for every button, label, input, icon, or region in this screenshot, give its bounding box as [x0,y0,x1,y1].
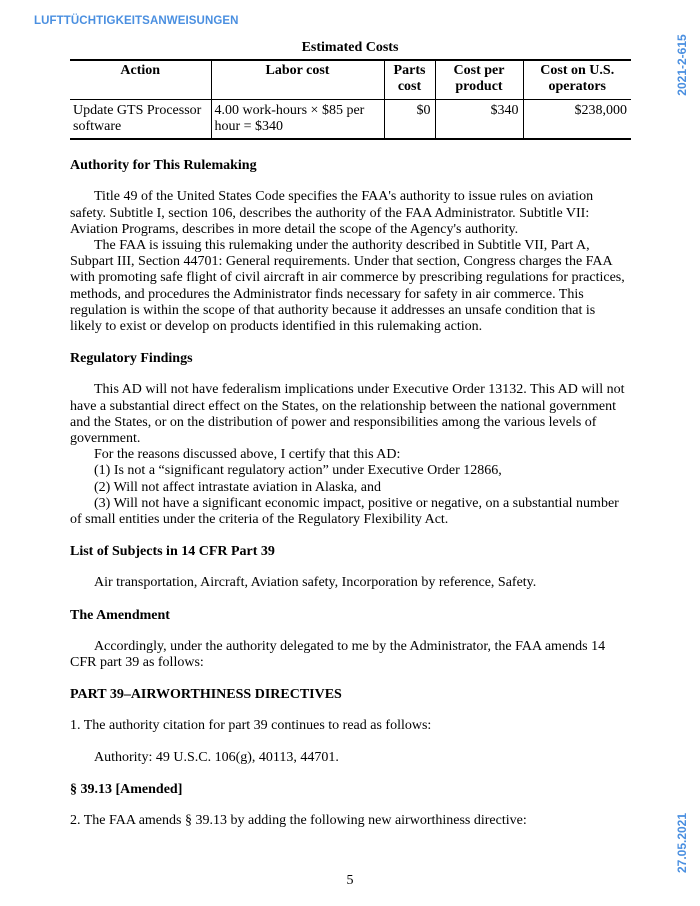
header-label: LUFTTÜCHTIGKEITSANWEISUNGEN [34,15,239,27]
estimated-costs-table [70,59,631,140]
section-heading-findings: Regulatory Findings [70,351,193,367]
table-cell-labor-cost: 4.00 work-hours × $85 per hour = $340 [211,100,384,140]
page-number: 5 [346,873,354,888]
list-item: (1) Is not a “significant regulatory action” under Executive Order 12866, [94,463,502,479]
list-item: (3) Will not have a significant economic impact, positive or negative, on a substantial number of small entities under the criteria of the Regulatory Flexibility Act. [70,495,619,528]
column-header-cost-per-product: Cost per product [435,60,523,100]
table-header-row [70,60,631,100]
document-id: 2021-2-615 [675,34,689,96]
table-cell-parts-cost: $0 [384,100,435,140]
table-cell-action: Update GTS Processor software [73,103,202,135]
table-row [70,100,631,140]
section-heading-3913: § 39.13 [Amended] [70,781,183,797]
section-heading-part39: PART 39–AIRWORTHINESS DIRECTIVES [70,687,342,703]
paragraph: The FAA is issuing this rulemaking under the authority described in Subtitle VII, Part A, Subpart III, Section 44701: General requirements. Under that section, Congress charges the FAA with promoting safe flight of civil aircraft in air commerce by prescribing regulations for practices, methods, and procedures the Administrator finds necessary for safety in air commerce. This regulation is within the scope of that authority because it addresses an unsafe condition that is likely to exist or develop on products identified in this rulemaking action. [70,238,625,335]
document-body [70,40,630,829]
section-heading-amendment: The Amendment [70,607,170,623]
column-header-cost-on-operators: Cost on U.S. operators [523,60,631,100]
paragraph: This AD will not have federalism implications under Executive Order 13132. This AD will not have a substantial direct effect on the States, on the relationship between the national government and the States, or on the distribution of power and responsibilities among the various levels of government. [70,382,625,447]
paragraph: 2. The FAA amends § 39.13 by adding the following new airworthiness directive: [70,813,527,829]
column-header-parts-cost: Parts cost [384,60,435,100]
document-date: 27.05.2021 [675,812,689,874]
paragraph: Accordingly, under the authority delegated to me by the Administrator, the FAA amends 14 CFR part 39 as follows: [70,638,606,671]
table-title: Estimated Costs [301,40,399,55]
paragraph: Title 49 of the United States Code specifies the FAA's authority to issue rules on aviation safety. Subtitle I, section 106, describes the authority of the FAA Administrator. Subtitle VII: Aviation Programs, describes in more detail the scope of the Agency's authority. [70,189,594,237]
table-cell-cost-on-operators: $238,000 [523,100,631,140]
section-heading-subjects: List of Subjects in 14 CFR Part 39 [70,544,275,560]
column-header-action: Action [70,60,211,100]
authority-citation: Authority: 49 U.S.C. 106(g), 40113, 44701. [94,749,339,765]
column-header-labor-cost: Labor cost [211,60,384,100]
section-heading-authority: Authority for This Rulemaking [70,158,257,174]
paragraph: Air transportation, Aircraft, Aviation safety, Incorporation by reference, Safety. [94,575,537,591]
table-cell-cost-per-product: $340 [435,100,523,140]
paragraph: For the reasons discussed above, I certify that this AD: [94,447,401,463]
list-item: (2) Will not affect intrastate aviation in Alaska, and [94,479,381,495]
paragraph: 1. The authority citation for part 39 continues to read as follows: [70,718,432,734]
